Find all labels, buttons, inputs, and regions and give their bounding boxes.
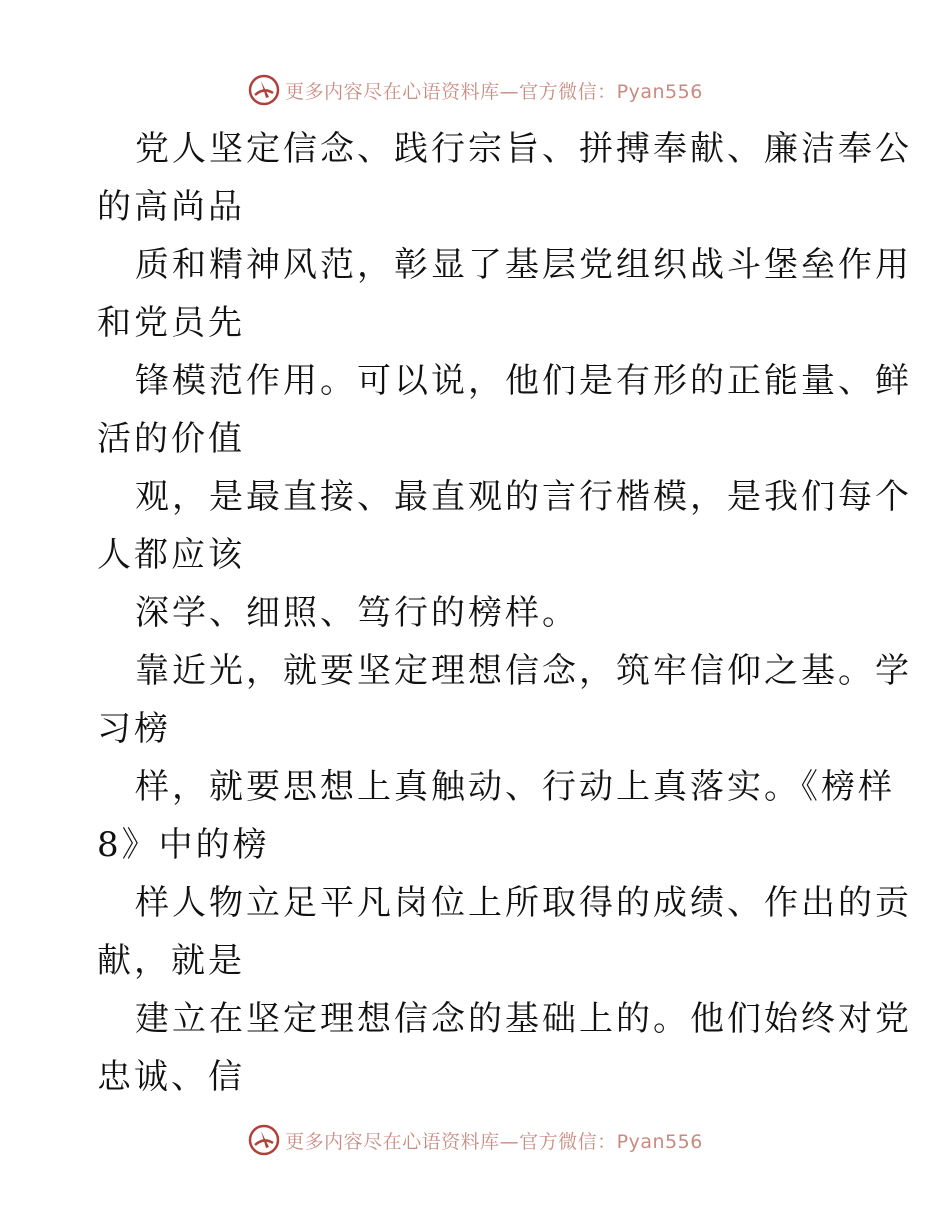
text-line: 习榜	[97, 709, 171, 749]
text-line: 建立在坚定理想信念的基础上的。他们始终对党	[135, 999, 912, 1039]
text-line: 深学、细照、笃行的榜样。	[135, 593, 579, 633]
text-line: 质和精神风范，彰显了基层党组织战斗堡垒作用	[135, 245, 912, 285]
text-line: 锋模范作用。可以说，他们是有形的正能量、鲜	[135, 361, 912, 401]
text-line: 8》中的榜	[97, 825, 270, 865]
text-line: 观，是最直接、最直观的言行楷模，是我们每个	[135, 477, 912, 517]
text-line: 人都应该	[97, 535, 245, 575]
footer-banner	[0, 1120, 950, 1160]
text-line: 靠近光，就要坚定理想信念，筑牢信仰之基。学	[135, 651, 912, 691]
book-pen-logo-icon	[247, 1123, 281, 1157]
text-line: 样，就要思想上真触动、行动上真落实。《榜样	[135, 767, 895, 807]
text-line: 献，就是	[97, 941, 245, 981]
text-line: 样人物立足平凡岗位上所取得的成绩、作出的贡	[135, 883, 912, 923]
header-banner	[0, 70, 950, 110]
footer-banner-text: 更多内容尽在心语资料库—官方微信：Pyan556	[285, 1130, 703, 1153]
text-line: 忠诚、信	[97, 1057, 245, 1097]
text-line: 党人坚定信念、践行宗旨、拼搏奉献、廉洁奉公	[135, 129, 912, 169]
text-line: 的高尚品	[97, 187, 245, 227]
text-line: 和党员先	[97, 303, 245, 343]
book-pen-logo-icon	[247, 73, 281, 107]
document-body	[97, 120, 912, 1106]
header-banner-text: 更多内容尽在心语资料库—官方微信：Pyan556	[285, 80, 703, 103]
text-line: 活的价值	[97, 419, 245, 459]
